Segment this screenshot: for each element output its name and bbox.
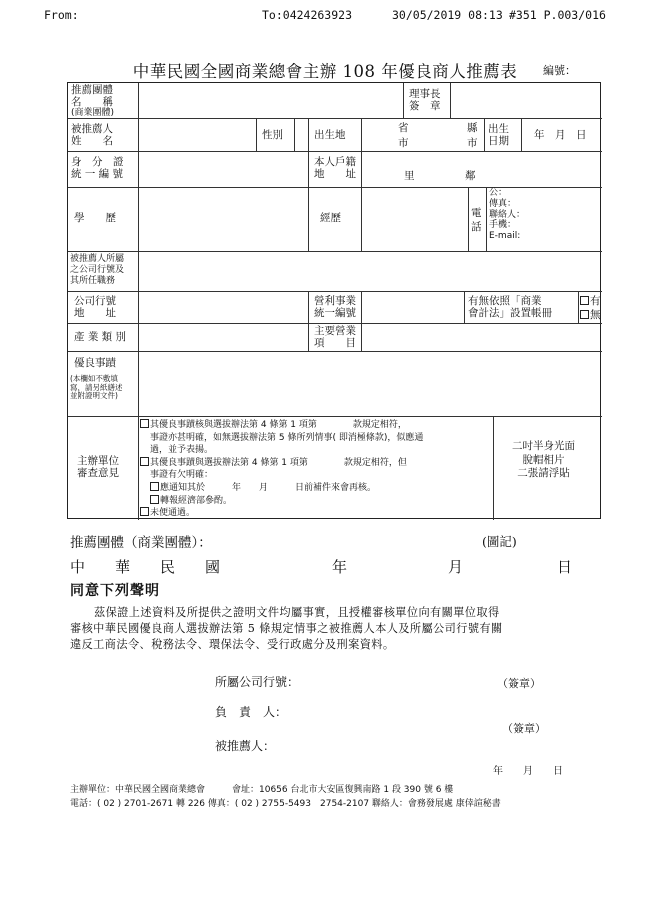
org-name-label: 推薦團體 名 稱 (商業團體) [71, 84, 115, 119]
merit-label: 優良事蹟 [74, 357, 116, 369]
nominee-name-label: 被推薦人 姓 名 [71, 123, 113, 148]
consent-line-2: 審核中華民國優良商人選拔辦法第 5 條規定情事之被推薦人本人及所屬公司行號有關 [70, 622, 503, 635]
stamp-label: (圖記) [482, 534, 517, 549]
row-divider [68, 323, 602, 324]
col-divider [403, 83, 404, 118]
gender-label: 性別 [262, 129, 283, 141]
consent-line-3: 違反工商法令、稅務法令、環保法令、受行政處分及刑案資料。 [70, 638, 395, 651]
signature-date: 年 月 日 [493, 766, 563, 777]
neighbor-label: 鄰 [465, 170, 476, 182]
company-signature-label: 所屬公司行號： [215, 675, 300, 689]
year-label: 年 [332, 558, 348, 576]
birthdate-label: 出生 日期 [488, 123, 509, 148]
roc-label: 中 華 民 國 [70, 558, 221, 576]
row-divider [68, 251, 602, 252]
nominee-signature-label: 被推薦人： [215, 739, 276, 753]
serial-label: 編號： [543, 64, 576, 77]
chairman-sign-label: 理事長 簽 章 [409, 88, 441, 113]
row-divider [68, 291, 602, 292]
business-number-label: 營利事業 統一編號 [314, 295, 356, 320]
city2-label: 市 [467, 137, 478, 149]
phone-details: 公： 傳真： 聯絡人： 手機： E-mail: [489, 188, 526, 242]
col-divider [308, 151, 309, 187]
checkbox[interactable] [140, 419, 149, 428]
village-label: 里 [404, 170, 415, 182]
col-divider [450, 83, 451, 118]
review-option-3[interactable]: 未便通過。 [140, 507, 423, 520]
col-divider [464, 291, 465, 323]
review-suboption-1[interactable]: 應通知其於 年 月 日前補件來會再核。 [140, 482, 423, 495]
col-divider [484, 118, 485, 151]
col-divider [308, 187, 309, 251]
recommend-org-label: 推薦團體（商業團體）： [70, 535, 212, 551]
fax-to: To:0424263923 [262, 8, 353, 22]
birthplace-label: 出生地 [314, 129, 346, 141]
col-divider [361, 291, 362, 323]
household-address-label: 本人戶籍 地 址 [314, 156, 356, 181]
day-label: 日 [557, 558, 573, 576]
col-divider [578, 291, 579, 323]
col-divider [294, 118, 295, 151]
industry-category-label: 產 業 類 別 [74, 331, 127, 343]
city-label: 市 [398, 137, 409, 149]
company-seal-label: （簽章） [497, 677, 541, 690]
checkbox[interactable] [140, 507, 149, 516]
fax-from: From: [44, 8, 79, 22]
col-divider [308, 291, 309, 323]
experience-label: 經歷 [320, 212, 341, 224]
col-divider [493, 416, 494, 520]
row-divider [68, 151, 602, 152]
col-divider [361, 118, 362, 151]
col-divider [468, 187, 469, 251]
review-label: 主辦單位 審查意見 [77, 455, 119, 480]
main-business-label: 主要營業 項 目 [314, 325, 356, 350]
photo-note: 二吋半身光面 脫帽相片 二張請浮貼 [512, 440, 575, 480]
birthdate-ymd: 年 月 日 [534, 129, 587, 141]
company-address-label: 公司行號 地 址 [74, 295, 116, 320]
checkbox[interactable] [580, 310, 589, 319]
col-divider [521, 118, 522, 151]
col-divider [361, 151, 362, 187]
accounting-yes-option[interactable]: 有 [580, 295, 601, 307]
col-divider [486, 187, 487, 251]
fax-page: #351 P.003/016 [509, 8, 606, 22]
checkbox[interactable] [150, 482, 159, 491]
checkbox[interactable] [150, 495, 159, 504]
col-divider [308, 323, 309, 351]
accounting-label: 有無依照「商業 會計法」設置帳冊 [468, 295, 552, 320]
col-divider [308, 118, 309, 151]
company-position-label: 被推薦人所屬 之公司行號及 其所任職務 [70, 254, 125, 286]
checkbox[interactable] [580, 296, 589, 305]
merit-note: (本欄如不敷填 寫，請另紙繕述 並附證明文件) [70, 374, 123, 401]
province-label: 省 [398, 122, 409, 134]
form-title: 中華民國全國商業總會主辦 108 年優良商人推薦表 [132, 62, 518, 81]
consent-heading: 同意下列聲明 [70, 583, 160, 599]
responsible-seal-label: （簽章） [502, 722, 546, 735]
footer-organizer: 主辦單位：中華民國全國商業總會 會址：10656 台北市大安區復興南路 1 段 390 號 6 樓 [70, 785, 454, 795]
review-option-1[interactable]: 其優良事蹟核與選拔辦法第 4 條第 1 項第 款規定相符， [140, 419, 423, 432]
col-divider [361, 187, 362, 251]
row-divider [68, 351, 602, 352]
county-label: 縣 [467, 122, 478, 134]
month-label: 月 [448, 558, 464, 576]
nomination-form [67, 82, 601, 519]
review-suboption-2[interactable]: 轉報經濟部參酌。 [140, 495, 423, 508]
consent-line-1: 茲保證上述資料及所提供之證明文件均屬事實，且授權審核單位向有關單位取得 [94, 606, 500, 619]
phone-label: 電 話 [471, 207, 482, 233]
education-label: 學 歷 [74, 212, 116, 224]
accounting-no-option[interactable]: 無 [580, 309, 601, 321]
review-option-2[interactable]: 其優良事蹟與選拔辦法第 4 條第 1 項第 款規定相符，但 [140, 457, 423, 470]
footer-contact: 電話：( 02 ) 2701-2671 轉 226 傳真：( 02 ) 2755-5493 2754-2107 聯絡人：會務發展處 康倖諠秘書 [70, 799, 501, 809]
row-divider [68, 416, 602, 417]
id-number-label: 身 分 證 統 一 編 號 [71, 156, 124, 181]
col-divider [138, 83, 139, 520]
col-divider [256, 118, 257, 151]
fax-datetime: 30/05/2019 08:13 [392, 8, 503, 22]
responsible-signature-label: 負 責 人： [215, 705, 288, 719]
checkbox[interactable] [140, 457, 149, 466]
review-options: 其優良事蹟核與選拔辦法第 4 條第 1 項第 款規定相符， 事證亦甚明確，如無選拔辦法第 5 條所列情事( 即消極條款)，似應通 過，並予表揚。 其優良事蹟與選拔辦法第 4 條第 1 項第 款規定相符，但 事證有欠明確： 應通知其於 年 月 日前補件來會再核。 轉報經濟部參酌。 未便通過。 [140, 419, 423, 520]
col-divider [361, 323, 362, 351]
